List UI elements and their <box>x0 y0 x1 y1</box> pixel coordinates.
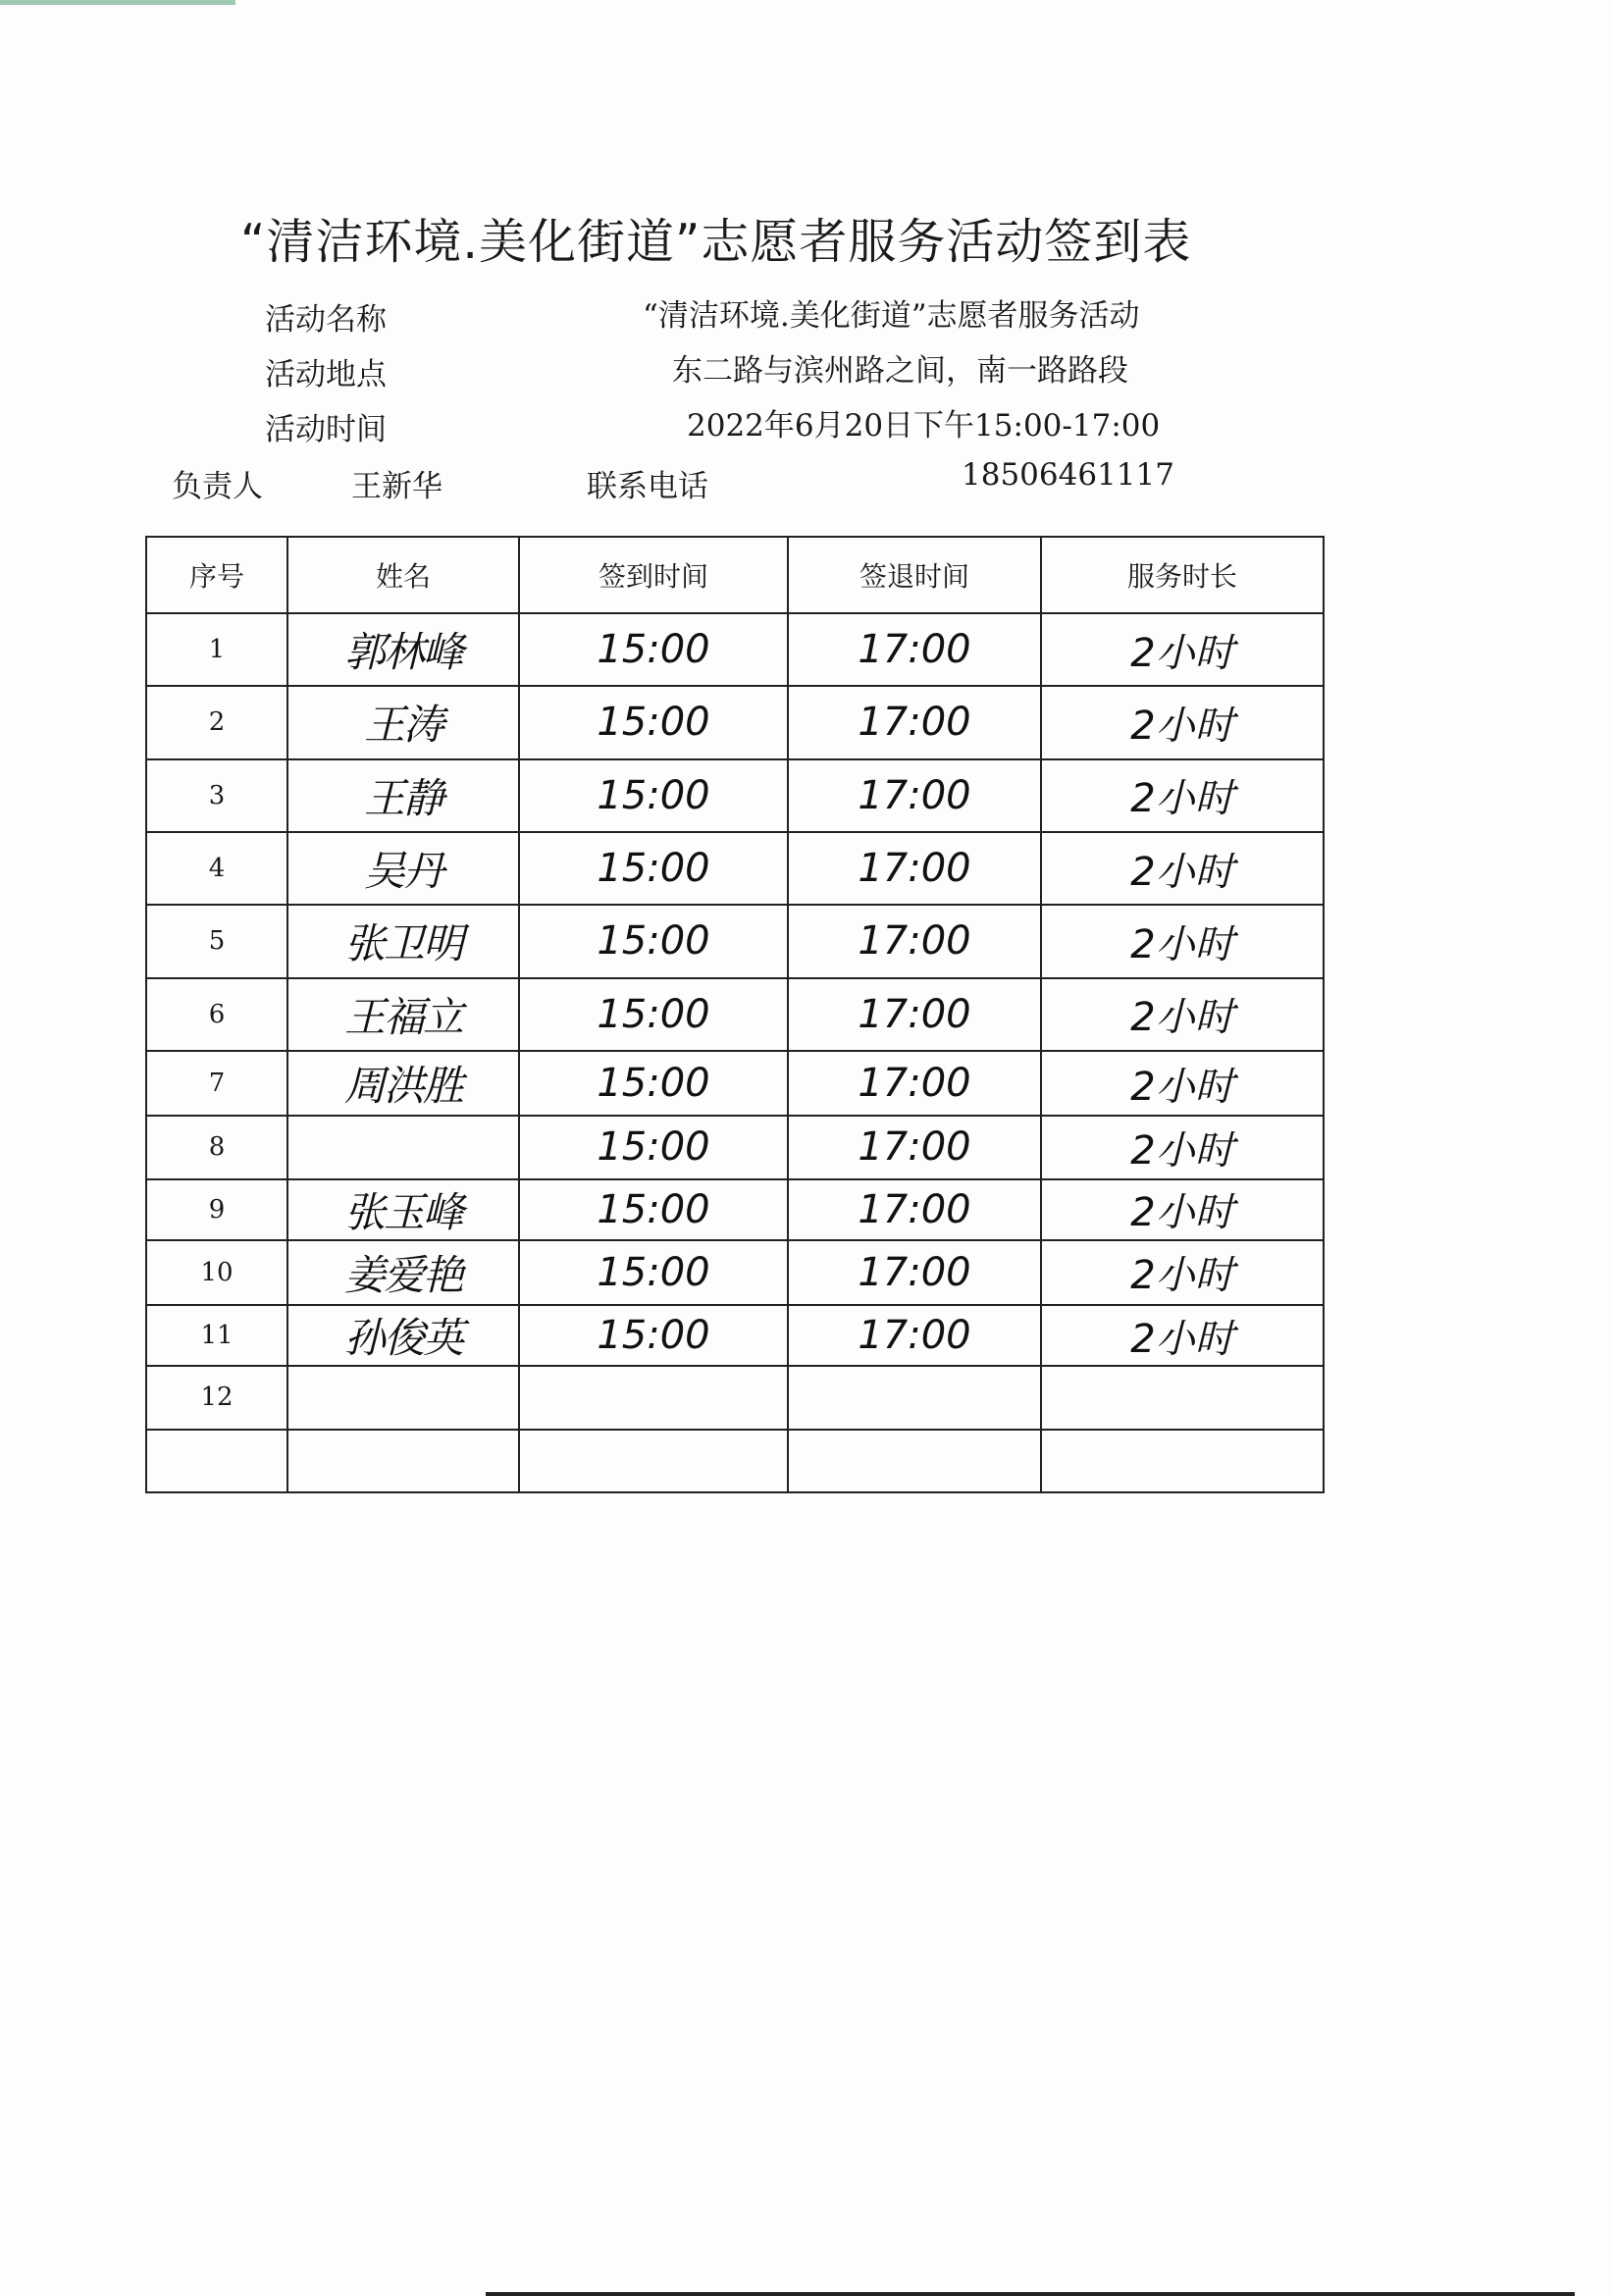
volunteer-name-signature: 王静 <box>287 759 519 832</box>
leader-label: 负责人 <box>172 469 263 504</box>
service-duration: 2小时 <box>1041 759 1324 832</box>
service-duration: 2小时 <box>1041 613 1324 686</box>
row-number: 3 <box>146 759 287 832</box>
table-row <box>146 759 1324 832</box>
table-row <box>146 613 1324 686</box>
activity-place-value: 东二路与滨州路之间，南一路路段 <box>672 353 1128 389</box>
sign-out-time: 17:00 <box>788 905 1041 977</box>
scan-edge-mark <box>0 0 235 5</box>
volunteer-name-signature: 周洪胜 <box>287 1051 519 1116</box>
table-row <box>146 905 1324 977</box>
row-number: 5 <box>146 905 287 977</box>
table-row <box>146 686 1324 758</box>
activity-time-label: 活动时间 <box>265 412 387 447</box>
service-duration: 2小时 <box>1041 978 1324 1051</box>
sign-in-time: 15:00 <box>519 1305 788 1366</box>
table-row <box>146 1240 1324 1305</box>
volunteer-name-signature: 张玉峰 <box>287 1179 519 1240</box>
row-number: 10 <box>146 1240 287 1305</box>
volunteer-name-signature: 王福立 <box>287 978 519 1051</box>
sign-in-time: 15:00 <box>519 1116 788 1178</box>
header-sign-out-time: 签退时间 <box>788 537 1041 613</box>
activity-name-label: 活动名称 <box>265 302 387 338</box>
volunteer-name-signature: 孙俊英 <box>287 1305 519 1366</box>
table-row <box>146 1179 1324 1240</box>
table-header-row <box>146 537 1324 613</box>
volunteer-name-signature: 张卫明 <box>287 905 519 977</box>
volunteer-name-signature <box>287 1366 519 1429</box>
sign-out-time <box>788 1430 1041 1492</box>
row-number <box>146 1430 287 1492</box>
sign-out-time: 17:00 <box>788 978 1041 1051</box>
sign-in-time: 15:00 <box>519 759 788 832</box>
row-number: 6 <box>146 978 287 1051</box>
scan-edge-mark <box>486 2292 1575 2296</box>
sign-out-time: 17:00 <box>788 613 1041 686</box>
volunteer-name-signature: 姜爱艳 <box>287 1240 519 1305</box>
sign-in-time: 15:00 <box>519 1240 788 1305</box>
service-duration: 2小时 <box>1041 1179 1324 1240</box>
row-number: 8 <box>146 1116 287 1178</box>
volunteer-name-signature: 郭林峰 <box>287 613 519 686</box>
table-row <box>146 1430 1324 1492</box>
service-duration: 2小时 <box>1041 1051 1324 1116</box>
volunteer-name-signature: 王涛 <box>287 686 519 758</box>
row-number: 12 <box>146 1366 287 1429</box>
service-duration <box>1041 1366 1324 1429</box>
header-name: 姓名 <box>287 537 519 613</box>
sign-in-time: 15:00 <box>519 1179 788 1240</box>
volunteer-name-signature <box>287 1430 519 1492</box>
service-duration: 2小时 <box>1041 686 1324 758</box>
sign-out-time: 17:00 <box>788 832 1041 905</box>
sign-in-time: 15:00 <box>519 978 788 1051</box>
sign-out-time: 17:00 <box>788 1305 1041 1366</box>
page-title: “清洁环境.美化街道”志愿者服务活动签到表 <box>240 214 1192 270</box>
sign-in-time: 15:00 <box>519 905 788 977</box>
table-row <box>146 1305 1324 1366</box>
row-number: 11 <box>146 1305 287 1366</box>
activity-time-value: 2022年6月20日下午15:00-17:00 <box>687 408 1161 444</box>
table-row <box>146 832 1324 905</box>
sign-out-time: 17:00 <box>788 1240 1041 1305</box>
row-number: 2 <box>146 686 287 758</box>
sign-out-time <box>788 1366 1041 1429</box>
volunteer-name-signature: 吴丹 <box>287 832 519 905</box>
row-number: 9 <box>146 1179 287 1240</box>
activity-name-value: “清洁环境.美化街道”志愿者服务活动 <box>643 298 1140 334</box>
service-duration: 2小时 <box>1041 832 1324 905</box>
volunteer-name-signature <box>287 1116 519 1178</box>
sign-in-table <box>145 536 1325 1493</box>
sign-in-time: 15:00 <box>519 686 788 758</box>
sign-in-time: 15:00 <box>519 613 788 686</box>
sign-in-time: 15:00 <box>519 832 788 905</box>
row-number: 1 <box>146 613 287 686</box>
sign-out-time: 17:00 <box>788 686 1041 758</box>
leader-value: 王新华 <box>351 469 442 504</box>
service-duration: 2小时 <box>1041 1240 1324 1305</box>
sign-out-time: 17:00 <box>788 1116 1041 1178</box>
table-row <box>146 1366 1324 1429</box>
row-number: 7 <box>146 1051 287 1116</box>
service-duration: 2小时 <box>1041 905 1324 977</box>
header-no: 序号 <box>146 537 287 613</box>
sign-in-time <box>519 1366 788 1429</box>
header-duration: 服务时长 <box>1041 537 1324 613</box>
sign-out-time: 17:00 <box>788 1179 1041 1240</box>
table-row <box>146 1051 1324 1116</box>
service-duration <box>1041 1430 1324 1492</box>
header-sign-in-time: 签到时间 <box>519 537 788 613</box>
service-duration: 2小时 <box>1041 1305 1324 1366</box>
phone-label: 联系电话 <box>587 469 708 504</box>
service-duration: 2小时 <box>1041 1116 1324 1178</box>
sign-out-time: 17:00 <box>788 759 1041 832</box>
activity-place-label: 活动地点 <box>265 357 387 392</box>
sign-in-time: 15:00 <box>519 1051 788 1116</box>
sign-in-time <box>519 1430 788 1492</box>
row-number: 4 <box>146 832 287 905</box>
table-row <box>146 1116 1324 1178</box>
table-row <box>146 978 1324 1051</box>
phone-value: 18506461117 <box>962 457 1174 493</box>
sign-out-time: 17:00 <box>788 1051 1041 1116</box>
